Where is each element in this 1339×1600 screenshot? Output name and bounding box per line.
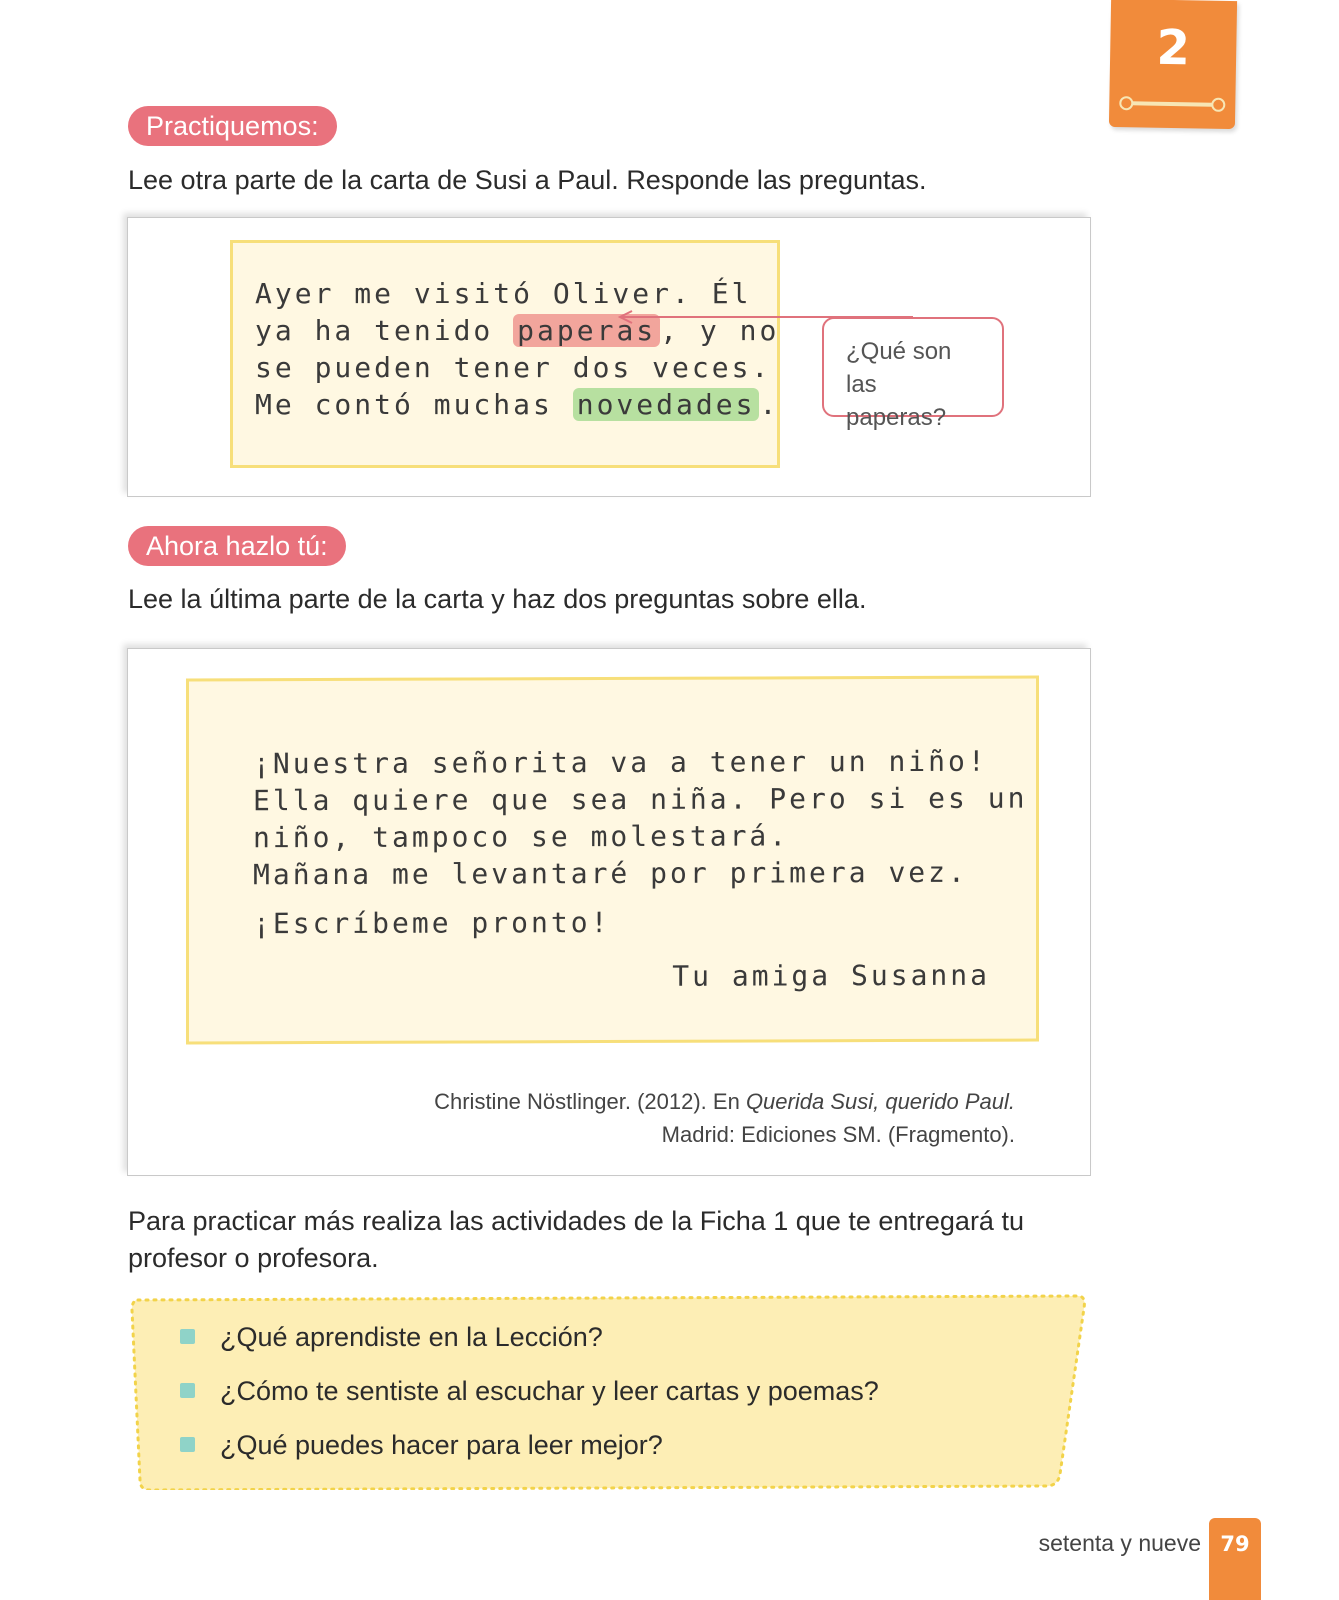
page-number: 79 [1220,1532,1250,1556]
your-turn-label: Ahora hazlo tú: [128,526,346,566]
reflection-item-text: ¿Qué puedes hacer para leer mejor? [220,1430,663,1460]
citation-author: Christine Nöstlinger. (2012). En [434,1089,746,1114]
your-turn-letter-text [253,743,1027,894]
square-bullet-icon [180,1437,195,1452]
letter-line-2-before: ya ha tenido [255,314,514,347]
letter-line-2-after: , y no [660,314,780,347]
practice-more-text: Para practicar más realiza las actividades de la Ficha 1 que te entregará tu profesor o profesora. [128,1206,1024,1273]
citation-line-2: Madrid: Ediciones SM. (Fragmento). [661,1122,1015,1147]
square-bullet-icon [180,1383,195,1398]
reflection-box [130,1294,1086,1490]
citation-title: Querida Susi, querido Paul. [745,1089,1015,1114]
letter2-line-2: Ella quiere que sea niña. Pero si es un [253,781,1028,818]
letter2-line-5: ¡Escríbeme pronto! [253,906,611,941]
highlight-novedades: novedades [573,388,760,421]
question-line-2: las paperas? [846,371,947,431]
citation [434,1085,1015,1151]
letter2-line-4: Mañana me levantaré por primera vez. [253,855,968,892]
page-number-words: setenta y nueve [1038,1530,1201,1556]
reflection-item [180,1364,879,1418]
citation-line-1 [434,1085,1015,1118]
letter-line-1: Ayer me visitó Oliver. Él [255,277,752,310]
letter2-line-1: ¡Nuestra señorita va a tener un niño! [253,744,988,781]
your-turn-instruction: Lee la última parte de la carta y haz dos preguntas sobre ella. [128,584,867,614]
letter-line-4-before: Me contó muchas [255,388,573,421]
reflection-item [180,1310,879,1364]
reflection-item-text: ¿Qué aprendiste en la Lección? [220,1322,603,1352]
reflection-list [180,1310,879,1472]
reflection-item-text: ¿Cómo te sentiste al escuchar y leer cartas y poemas? [220,1376,879,1406]
highlight-paperas: paperas [513,314,660,347]
letter2-line-3: niño, tampoco se molestará. [253,819,790,855]
practice-label: Practiquemos: [128,106,337,146]
your-turn-letter-note [186,676,1039,1045]
unit-number: 2 [1156,19,1191,77]
letter-line-3: se pueden tener dos veces. [255,351,772,384]
page-number-tab [1209,1518,1261,1600]
reflection-item [180,1418,879,1472]
letter-line-4-after: . [759,388,780,421]
practice-instruction: Lee otra parte de la carta de Susi a Paul. Responde las preguntas. [128,165,927,195]
question-line-1: ¿Qué son [846,338,952,365]
square-bullet-icon [180,1329,195,1344]
question-box [822,317,1004,431]
letter2-signature: Tu amiga Susanna [672,958,990,993]
